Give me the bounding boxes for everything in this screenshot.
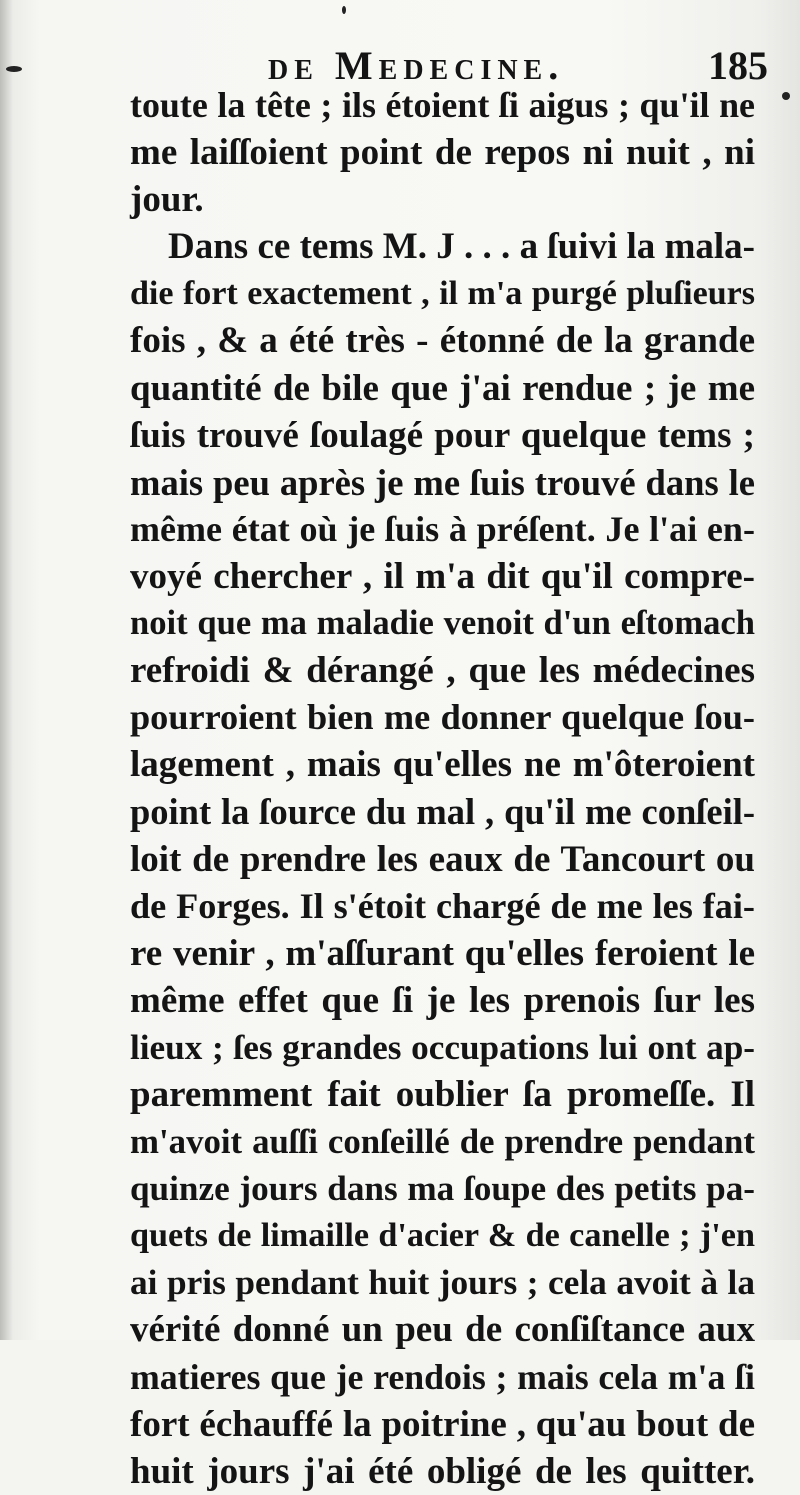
ink-speck bbox=[342, 6, 346, 14]
text-line: die fort exactement , il m'a purgé pluſieurs bbox=[130, 275, 755, 313]
text-line: fois , & a été très - étonné de la grande bbox=[130, 320, 755, 362]
text-line: vérité donné un peu de conſiſtance aux bbox=[130, 1309, 755, 1351]
text-line: Dans ce tems M. J . . . a ſuivi la mala- bbox=[168, 226, 755, 268]
text-line: quets de limaille d'acier & de canelle ; j'en bbox=[130, 1217, 755, 1255]
text-line: pourroient bien me donner quelque ſou- bbox=[130, 697, 755, 738]
text-line: m'avoit auſſi conſeillé de prendre pendant bbox=[130, 1122, 755, 1162]
text-line: fort échauffé la poitrine , qu'au bout de bbox=[130, 1403, 755, 1445]
text-line: paremment fait oublier ſa promeſſe. Il bbox=[130, 1073, 755, 1115]
ink-speck bbox=[782, 92, 790, 100]
text-line: point la ſource du mal , qu'il me conſeil- bbox=[130, 791, 755, 833]
text-line: quantité de bile que j'ai rendue ; je me bbox=[130, 367, 755, 409]
page-number: 185 bbox=[708, 43, 768, 88]
text-line: lieux ; ſes grandes occupations lui ont ap- bbox=[130, 1027, 755, 1067]
text-line: re venir , m'aſſurant qu'elles feroient le bbox=[130, 932, 755, 974]
text-line: même état où je ſuis à préſent. Je l'ai en- bbox=[130, 508, 755, 549]
text-line: loit de prendre les eaux de Tancourt ou bbox=[130, 838, 755, 880]
text-line: huit jours j'ai été obligé de les quitter. bbox=[130, 1450, 755, 1492]
text-line: ſuis trouvé ſoulagé pour quelque tems ; bbox=[130, 414, 755, 456]
running-title: de Medecine. bbox=[268, 43, 565, 88]
text-line: voyé chercher , il m'a dit qu'il compre- bbox=[130, 555, 755, 597]
text-line: me laiſſoient point de repos ni nuit , ni bbox=[130, 132, 755, 174]
page-gutter-shadow bbox=[0, 0, 12, 1340]
text-line: toute la tête ; ils étoient ſi aigus ; qu'il ne bbox=[130, 85, 755, 125]
text-line: refroidi & dérangé , que les médecines bbox=[130, 650, 755, 692]
text-line: de Forges. Il s'étoit chargé de me les fai- bbox=[130, 885, 755, 926]
body-text bbox=[130, 82, 755, 1495]
ink-speck bbox=[6, 66, 22, 72]
text-line: mais peu après je me ſuis trouvé dans le bbox=[130, 461, 755, 503]
text-line: même effet que ſi je les prenois ſur les bbox=[130, 979, 755, 1021]
text-line: matieres que je rendois ; mais cela m'a ſi bbox=[130, 1356, 755, 1397]
text-line: noit que ma maladie venoit d'un eſtomach bbox=[130, 604, 755, 643]
text-line: lagement , mais qu'elles ne m'ôteroient bbox=[130, 744, 755, 786]
text-line: ai pris pendant huit jours ; cela avoit à la bbox=[130, 1263, 755, 1303]
text-line: quinze jours dans ma ſoupe des petits pa- bbox=[130, 1169, 755, 1209]
text-line: jour. bbox=[130, 179, 204, 221]
